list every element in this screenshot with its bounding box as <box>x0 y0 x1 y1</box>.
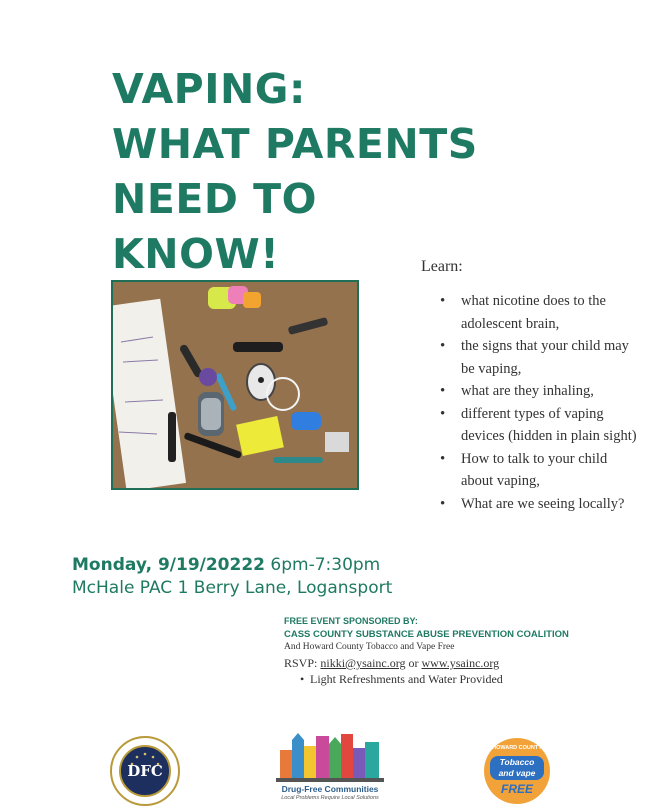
rsvp-line <box>284 656 499 671</box>
event-place: McHale PAC 1 Berry Lane, Logansport <box>72 578 393 598</box>
hc-mid-box <box>490 756 544 780</box>
sponsor-cosponsor: And Howard County Tobacco and Vape Free <box>284 642 455 652</box>
list-item: • different types of vaping devices (hidden in plain sight) <box>438 403 638 448</box>
rsvp-web-link[interactable]: www.ysainc.org <box>421 656 500 670</box>
event-datetime <box>72 555 380 575</box>
hc-free-text: FREE <box>500 782 533 796</box>
rsvp-or: or <box>405 656 422 670</box>
dfc-seal-logo <box>110 736 180 806</box>
title-line-4: KNOW! <box>112 230 280 278</box>
learn-list <box>438 290 638 515</box>
event-time: 6pm-7:30pm <box>265 555 381 575</box>
vaping-devices-photo <box>111 280 359 490</box>
learn-heading: Learn: <box>421 258 463 275</box>
list-item: • the signs that your child may be vaping, <box>438 335 638 380</box>
title-line-2: WHAT PARENTS <box>112 120 478 168</box>
drug-free-communities-logo <box>276 732 384 806</box>
sponsor-coalition: CASS COUNTY SUBSTANCE ABUSE PREVENTION COALITION <box>284 629 569 640</box>
howard-county-tobacco-free-logo <box>484 738 550 804</box>
title-line-3: NEED TO <box>112 175 317 223</box>
list-item: • What are we seeing locally? <box>438 493 638 516</box>
list-item: • what are they inhaling, <box>438 380 638 403</box>
list-item: • How to talk to your child about vaping, <box>438 448 638 493</box>
hc-top-text: HOWARD COUNTY <box>492 745 542 751</box>
refreshments-note: • Light Refreshments and Water Provided <box>310 672 503 687</box>
dfc-community-name: Drug-Free Communities <box>281 784 379 794</box>
list-item: • what nicotine does to the adolescent brain, <box>438 290 638 335</box>
hc-mid-line-2: and vape <box>498 768 536 778</box>
title-line-1: VAPING: <box>112 65 306 113</box>
rsvp-email-link[interactable]: nikki@ysainc.org <box>320 656 406 670</box>
flyer-title <box>112 62 478 282</box>
dfc-community-tagline: Local Problems Require Local Solutions <box>281 795 379 801</box>
event-date: Monday, 9/19/20222 <box>72 555 266 575</box>
sponsor-heading: FREE EVENT SPONSORED BY: <box>284 616 418 626</box>
photo-illustration <box>113 282 357 488</box>
city-skyline-icon <box>276 732 384 784</box>
dfc-seal-text: DFC <box>127 762 163 780</box>
hc-mid-line-1: Tobacco <box>499 757 535 767</box>
rsvp-label: RSVP: <box>284 656 321 670</box>
